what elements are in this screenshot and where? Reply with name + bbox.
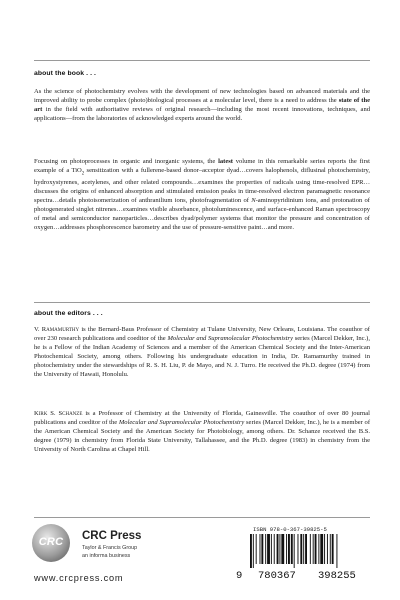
isbn-label: ISBN 978-0-367-39825-5 [253, 526, 327, 533]
barcode-bar [256, 534, 257, 564]
barcode-bar [279, 534, 280, 564]
barcode-bar [305, 534, 307, 564]
barcode-bar [274, 534, 275, 564]
barcode-bar [315, 534, 317, 564]
barcode-bar [294, 534, 295, 568]
barcode-bar [318, 534, 319, 564]
publisher-group: Taylor & Francis Group [82, 545, 138, 551]
crc-logo-text: CRC [38, 536, 64, 548]
barcode-bar [327, 534, 328, 564]
book-paragraph-1: As the science of photochemistry evolves with the development of new technologies based on advanced materials and the improved ability to probe complex (photo)biological processes at a molecular level, there is a need to address the state of the art in the field with authoritative reviews of original research—including the most recent innovations, techniques, and applications—from the laboratories of acknowledged experts around the world. [34, 88, 370, 122]
barcode-bar [313, 534, 314, 564]
barcode-bar [277, 534, 279, 564]
barcode-bar [265, 534, 266, 564]
middle-rule [34, 302, 370, 303]
barcode-lead-digit: 9 [236, 570, 243, 582]
barcode-bar [271, 534, 272, 564]
isbn-barcode [248, 534, 368, 568]
barcode-bar [261, 534, 263, 564]
barcode-bar [267, 534, 270, 564]
barcode-bar [324, 534, 325, 564]
top-rule [34, 60, 370, 61]
barcode-bar [332, 534, 334, 564]
publisher-url: www.crcpress.com [34, 573, 124, 583]
barcode-bar [330, 534, 331, 564]
barcode-bar [336, 534, 337, 568]
barcode-bar [300, 534, 302, 564]
editor-1-bio: V. Ramamurthy is the Bernard-Baus Professor of Chemistry at Tulane University, New Orleans, Louisiana. The coauthor of over 230 research publications and coeditor of the Molecular and Supramolecular Photochemistry series (Marcel Dekker, Inc.), he is a Fellow of the Indian Academy of Sciences and a member of the American Chemical Society and the Inter-American Photochemical Society, among others. Following his undergraduate education in India, Dr. Ramamurthy trained in photochemistry under the stewardships of R. S. H. Liu, P. de Mayo, and N. J. Turro. He received the Ph.D. degree (1974) from the University of Hawaii, Honolulu. [34, 326, 370, 378]
barcode-bar [298, 534, 299, 564]
barcode-bar [288, 534, 290, 564]
barcode-bar [260, 534, 261, 564]
barcode-bar [250, 534, 252, 568]
barcode-bar [281, 534, 284, 564]
barcode-bar [286, 534, 287, 564]
about-editors-heading: about the editors . . . [34, 310, 103, 317]
publisher-tagline: an informa business [82, 553, 131, 559]
book-paragraph-2: Focusing on photoprocesses in organic and inorganic systems, the latest volume in this remarkable series reports the first example of a TiO$_2$ sensitization with a fullerene-based donor–acceptor dyad…covers halophenols, diflusinal photochemistry, hydroxystyrenes, acetylenes, and other related compounds…examines the properties of radicals using time-resolved EPR…discusses the origins of enhanced absorption and stimulated emission peaks in time-resolved electron paramagnetic resonance spectra…details photoisomerization of anthranilium ions, photofragmentation of N-aminopyridinium ions, and protonation of photogenerated singlet nitrenes…examines visible absorbance, photoluminescence, and surface-enhanced Raman spectroscopy of metal and semiconductor nanoparticles…describes dyad/polymer systems that monitor the pressure and concentration of oxygen…addresses phosphorescence barometry and the use of pressure-sensitive paint…and more. [34, 158, 370, 232]
barcode-bar [291, 534, 293, 564]
barcode-digits-group-2: 398255 [318, 570, 356, 582]
barcode-bar [253, 534, 254, 568]
about-book-heading: about the book . . . [34, 70, 97, 77]
barcode-bar [310, 534, 311, 564]
barcode-bar [303, 534, 304, 564]
barcode-bar [320, 534, 323, 564]
barcode-digits-group-1: 780367 [258, 570, 296, 582]
editor-2-bio: Kirk S. Schanze is a Professor of Chemistry at the University of Florida, Gainesville. The coauthor of over 80 journal publications and coeditor of the Molecular and Supramolecular Photochemistry series (Marcel Dekker, Inc.), he is a member of the American Chemical Society and the American Society for Photobiology, among others. Dr. Schanze received the B.S. degree (1979) in chemistry from Florida State University, Tallahassee, and the Ph.D. degree (1983) in chemistry from the University of North Carolina at Chapel Hill. [34, 410, 371, 453]
bottom-rule [34, 517, 370, 518]
publisher-name: CRC Press [82, 530, 142, 542]
